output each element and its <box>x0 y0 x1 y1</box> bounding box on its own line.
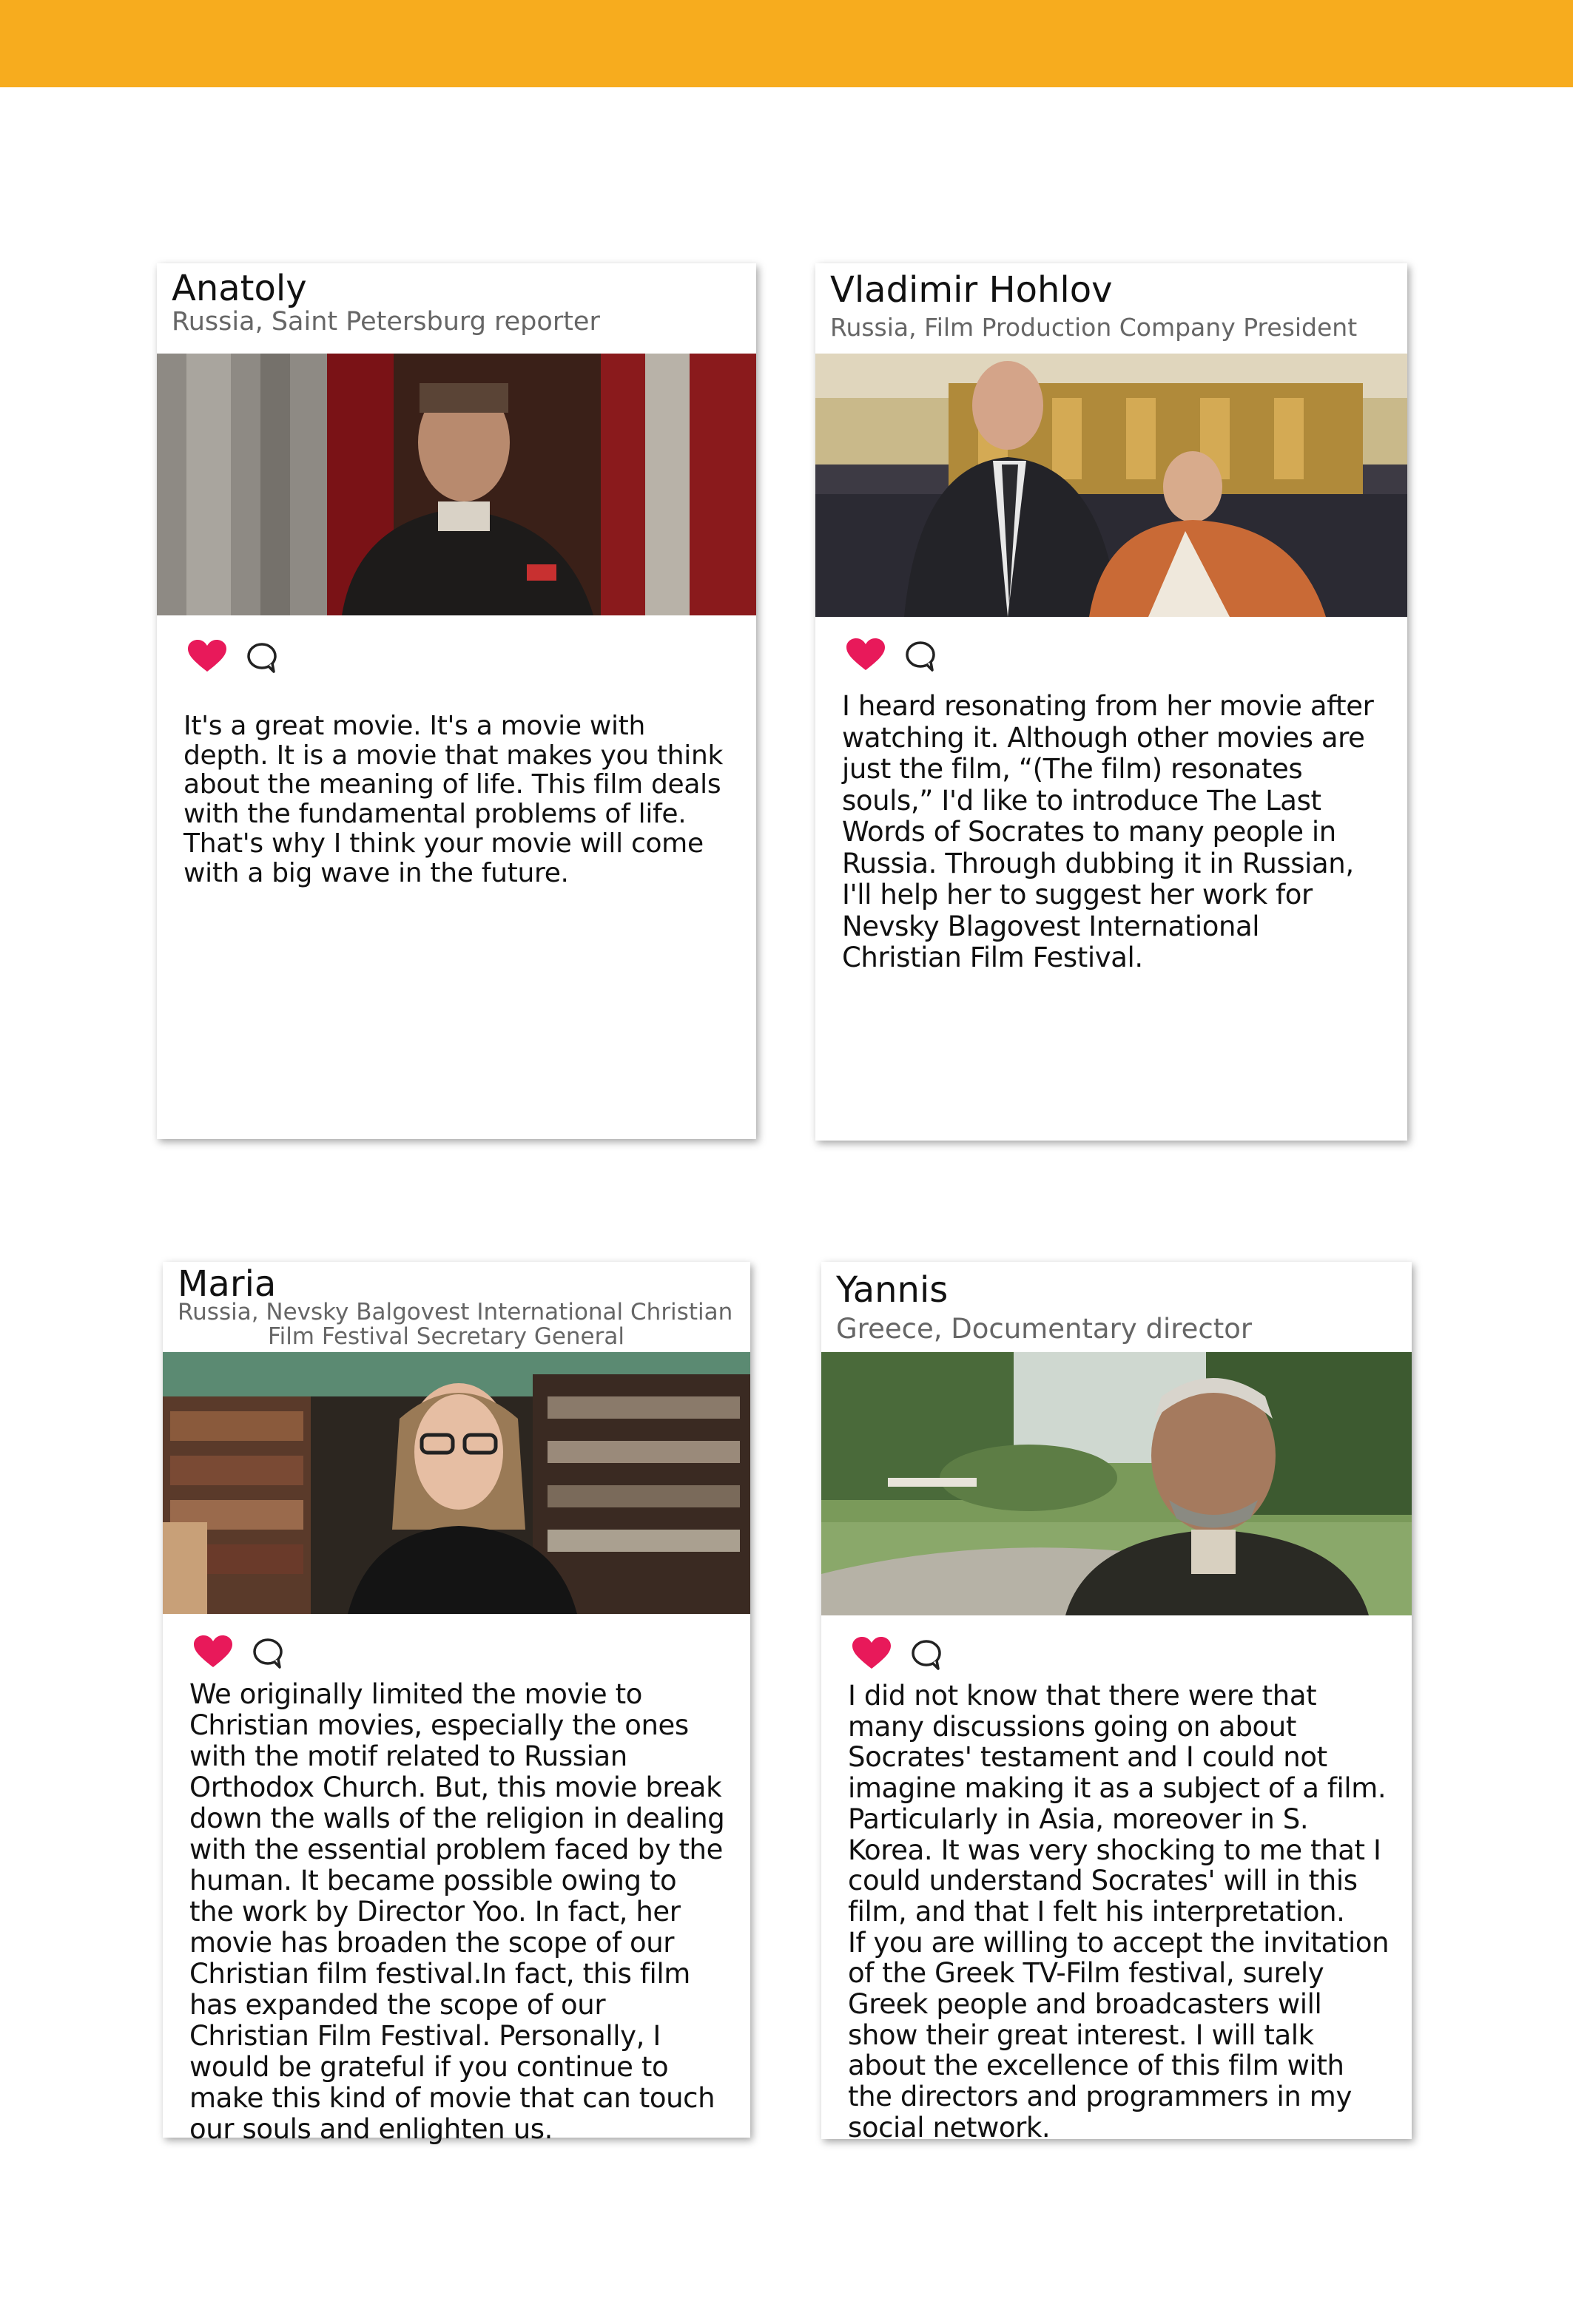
heart-icon[interactable] <box>186 639 228 673</box>
card-photo <box>821 1352 1412 1615</box>
card-photo <box>163 1352 750 1614</box>
card-role: Russia, Saint Petersburg reporter <box>172 307 600 337</box>
comment-icon[interactable] <box>904 641 937 672</box>
quote-paragraph: I did not know that there were that many discussions going on about Socrates' testament and I could not imagine making it as a subject of a film. <box>848 1680 1387 1805</box>
heart-icon[interactable] <box>192 1635 234 1669</box>
card-name: Anatoly <box>172 268 307 309</box>
comment-icon[interactable] <box>246 642 278 673</box>
top-banner <box>0 0 1573 87</box>
testimonial-card-yannis <box>821 1262 1412 2144</box>
card-role-line1: Russia, Nevsky Balgovest International Christian <box>178 1299 733 1325</box>
card-quote: It's a great movie. It's a movie with depth. It is a movie that makes you think about the meaning of life. This film deals with the fundamental problems of life. That's why I think your movie will come with a big wave in the future. <box>183 711 724 888</box>
card-actions <box>851 1636 962 1673</box>
card-role <box>178 1300 732 1349</box>
comment-icon[interactable] <box>910 1639 943 1670</box>
heart-icon[interactable] <box>845 638 886 672</box>
card-actions <box>186 639 297 676</box>
card-role: Greece, Documentary director <box>836 1313 1253 1345</box>
card-actions <box>192 1635 303 1672</box>
card-quote <box>848 1680 1390 2144</box>
card-name: Maria <box>178 1263 277 1305</box>
card-actions <box>845 638 956 675</box>
comment-icon[interactable] <box>252 1638 284 1669</box>
testimonial-card-maria <box>163 1262 750 2145</box>
quote-paragraph: If you are willing to accept the invitation of the Greek TV-Film festival, surely Greek people and broadcasters will show their great interest. I will talk about the excellence of this film with the directors and programmers in my social network. <box>848 1926 1390 2144</box>
testimonial-card-vladimir <box>815 263 1407 1141</box>
card-name: Vladimir Hohlov <box>830 269 1113 311</box>
testimonial-card-anatoly <box>157 263 756 1139</box>
card-photo <box>815 354 1407 617</box>
card-quote: We originally limited the movie to Christian movies, especially the ones with the motif related to Russian Orthodox Church. But, this movie break down the walls of the religion in dealing with the essential problem faced by the human. It became possible owing to the work by Director Yoo. In fact, her movie has broaden the scope of our Christian film festival.In fact, this film has expanded the scope of our Christian Film Festival. Personally, I would be grateful if you continue to make this kind of movie that can touch our souls and enlighten us. <box>189 1678 725 2145</box>
card-name: Yannis <box>836 1269 949 1311</box>
card-photo <box>157 354 756 615</box>
card-role: Russia, Film Production Company President <box>830 313 1358 342</box>
card-role-line2: Film Festival Secretary General <box>268 1323 624 1350</box>
card-quote: I heard resonating from her movie after watching it. Although other movies are just the film, “(The film) resonates souls,” I'd like to introduce The Last Words of Socrates to many people in Russia. Through dubbing it in Russian, I'll help her to suggest her work for Nevsky Blagovest International Christian Film Festival. <box>842 690 1374 973</box>
quote-paragraph: Particularly in Asia, moreover in S. Korea. It was very shocking to me that I could understand Socrates' will in this film, and that I felt his interpretation. <box>848 1803 1381 1928</box>
heart-icon[interactable] <box>851 1636 892 1670</box>
